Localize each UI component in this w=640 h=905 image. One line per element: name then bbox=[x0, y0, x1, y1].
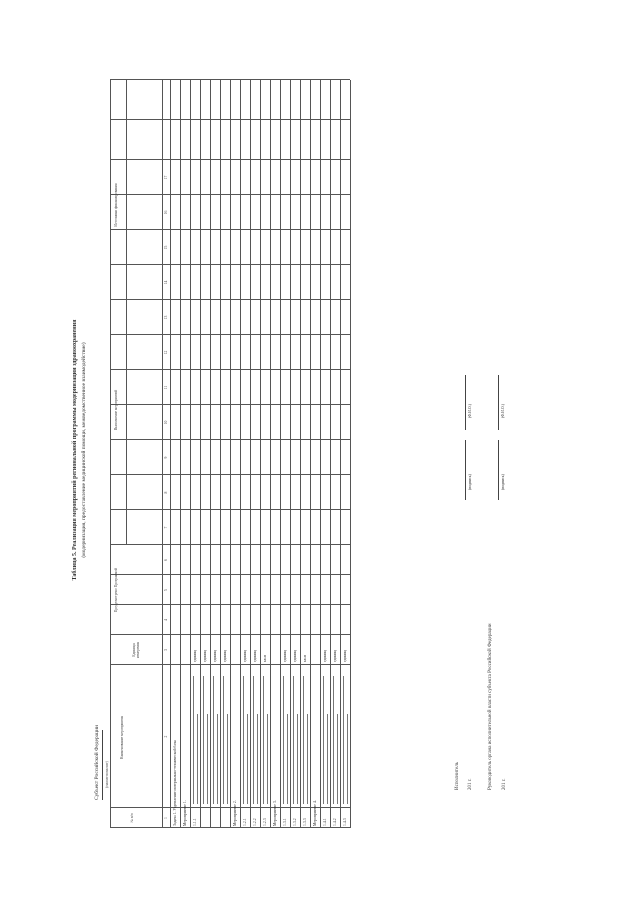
head-sign-caption: (подпись) bbox=[501, 474, 505, 490]
header-divider bbox=[126, 80, 127, 545]
column-number: 1 bbox=[164, 817, 168, 819]
header-name: Наименование мероприятия bbox=[120, 715, 124, 760]
executor-fio-caption: (Ф.И.О.) bbox=[468, 404, 472, 418]
illegible-text-line bbox=[283, 676, 284, 804]
header-divider bbox=[170, 80, 171, 828]
document-subtitle: (модернизация, предоставление медицинской помощи, межведомственное взаимодействие) bbox=[81, 342, 87, 558]
illegible-text-line bbox=[327, 714, 328, 804]
row-divider bbox=[270, 80, 271, 828]
row-divider bbox=[290, 80, 291, 828]
row-divider bbox=[220, 80, 221, 828]
row-number: 1.4.3 bbox=[343, 818, 347, 826]
illegible-text-line bbox=[223, 676, 224, 804]
illegible-text-line bbox=[197, 714, 198, 804]
section-label: Мероприятие 2. bbox=[233, 800, 237, 826]
illegible-text-line bbox=[203, 676, 204, 804]
column-number: 2 bbox=[164, 735, 168, 738]
head-date: 201 г. bbox=[502, 778, 507, 790]
column-number: 10 bbox=[164, 420, 168, 425]
section-label: Мероприятие 1. bbox=[183, 800, 187, 826]
row-divider bbox=[240, 80, 241, 828]
column-number: 17 bbox=[164, 175, 168, 180]
table-border-top bbox=[110, 80, 111, 828]
header-planned: Предусмотрено Программой bbox=[114, 567, 118, 613]
row-divider bbox=[200, 80, 201, 828]
head-fio-line bbox=[498, 375, 499, 430]
illegible-text-line bbox=[207, 714, 208, 804]
row-number: 1.4.2 bbox=[333, 818, 337, 826]
head-label: Руководитель органа исполнительной власти субъекта Российской Федерации bbox=[488, 623, 493, 790]
illegible-text-line bbox=[217, 714, 218, 804]
document-title: Таблица 5. Реализация мероприятий региональной программы модернизации здравоохранения bbox=[72, 319, 78, 581]
column-number: 4 bbox=[164, 619, 168, 621]
illegible-text-line bbox=[337, 714, 338, 804]
row-number: 1.2.1 bbox=[243, 818, 247, 826]
illegible-text-line bbox=[253, 676, 254, 804]
row-unit: единиц bbox=[343, 650, 347, 662]
row-divider bbox=[210, 80, 211, 828]
column-number: 16 bbox=[164, 210, 168, 215]
section-label: Мероприятие 3. bbox=[273, 800, 277, 826]
row-unit: кв.м bbox=[303, 655, 307, 662]
executor-fio-line bbox=[465, 375, 466, 430]
row-divider bbox=[250, 80, 251, 828]
header-financing: Источники финансирования bbox=[114, 183, 118, 227]
row-divider bbox=[300, 80, 301, 828]
subject-label: Субъект Российской Федерации bbox=[94, 725, 100, 800]
column-number: 12 bbox=[164, 350, 168, 355]
row-number: 1.3.1 bbox=[283, 818, 287, 826]
illegible-text-line bbox=[343, 676, 344, 804]
head-sign-line bbox=[498, 440, 499, 500]
illegible-text-line bbox=[333, 676, 334, 804]
illegible-text-line bbox=[227, 714, 228, 804]
illegible-text-line bbox=[247, 714, 248, 804]
illegible-text-line bbox=[257, 714, 258, 804]
illegible-text-line bbox=[263, 676, 264, 804]
row-divider bbox=[350, 80, 351, 828]
illegible-text-line bbox=[267, 714, 268, 804]
row-unit: единиц bbox=[203, 650, 207, 662]
row-unit: единиц bbox=[283, 650, 287, 662]
row-number: 1.2.3 bbox=[263, 818, 267, 826]
header-fact: Выполнение мероприятий bbox=[114, 389, 118, 431]
illegible-text-line bbox=[243, 676, 244, 804]
row-unit: единиц bbox=[253, 650, 257, 662]
illegible-text-line bbox=[303, 676, 304, 804]
header-num: № п/п bbox=[130, 813, 134, 823]
column-number: 5 bbox=[164, 589, 168, 591]
row-divider bbox=[260, 80, 261, 828]
row-unit: единиц bbox=[293, 650, 297, 662]
header-divider bbox=[162, 80, 163, 828]
row-divider bbox=[190, 80, 191, 828]
column-number: 8 bbox=[164, 491, 168, 494]
illegible-text-line bbox=[293, 676, 294, 804]
column-number: 15 bbox=[164, 245, 168, 250]
row-number: 1.4.1 bbox=[323, 818, 327, 826]
row-number: 1.3.3 bbox=[303, 818, 307, 826]
row-unit: единиц bbox=[213, 650, 217, 662]
row-divider bbox=[310, 80, 311, 828]
header-unit: Единица измерения bbox=[132, 641, 140, 659]
subject-underline bbox=[102, 730, 103, 800]
row-unit: единиц bbox=[223, 650, 227, 662]
column-number: 9 bbox=[164, 456, 168, 459]
subject-caption: (наименование) bbox=[104, 761, 109, 788]
rotated-form bbox=[70, 70, 570, 830]
illegible-text-line bbox=[307, 714, 308, 804]
row-unit: единиц bbox=[333, 650, 337, 662]
row-divider bbox=[280, 80, 281, 828]
illegible-text-line bbox=[297, 714, 298, 804]
illegible-text-line bbox=[213, 676, 214, 804]
column-number: 3 bbox=[164, 649, 168, 651]
row-divider bbox=[330, 80, 331, 828]
executor-sign-caption: (подпись) bbox=[468, 474, 472, 490]
row-unit: кв.м bbox=[263, 655, 267, 662]
row-divider bbox=[320, 80, 321, 828]
column-number: 14 bbox=[164, 280, 168, 285]
head-fio-caption: (Ф.И.О.) bbox=[501, 404, 505, 418]
executor-label: Исполнитель bbox=[455, 762, 460, 790]
row-number: 1.1.1 bbox=[193, 818, 197, 826]
row-divider bbox=[180, 80, 181, 828]
row-unit: единиц bbox=[243, 650, 247, 662]
row-unit: единиц bbox=[193, 650, 197, 662]
executor-date: 201 г. bbox=[468, 778, 473, 790]
column-number: 6 bbox=[164, 559, 168, 561]
row-divider bbox=[230, 80, 231, 828]
column-number: 7 bbox=[164, 526, 168, 529]
executor-sign-line bbox=[465, 440, 466, 500]
row-divider bbox=[340, 80, 341, 828]
column-number: 13 bbox=[164, 315, 168, 320]
illegible-text-line bbox=[287, 714, 288, 804]
section-label: Задача 1. Укрепление материально-технической базы bbox=[173, 739, 177, 826]
illegible-text-line bbox=[347, 714, 348, 804]
row-unit: единиц bbox=[323, 650, 327, 662]
illegible-text-line bbox=[193, 676, 194, 804]
row-number: 1.2.2 bbox=[253, 818, 257, 826]
section-label: Мероприятие 4. bbox=[313, 800, 317, 826]
column-number: 11 bbox=[164, 385, 168, 390]
row-number: 1.3.2 bbox=[293, 818, 297, 826]
illegible-text-line bbox=[323, 676, 324, 804]
